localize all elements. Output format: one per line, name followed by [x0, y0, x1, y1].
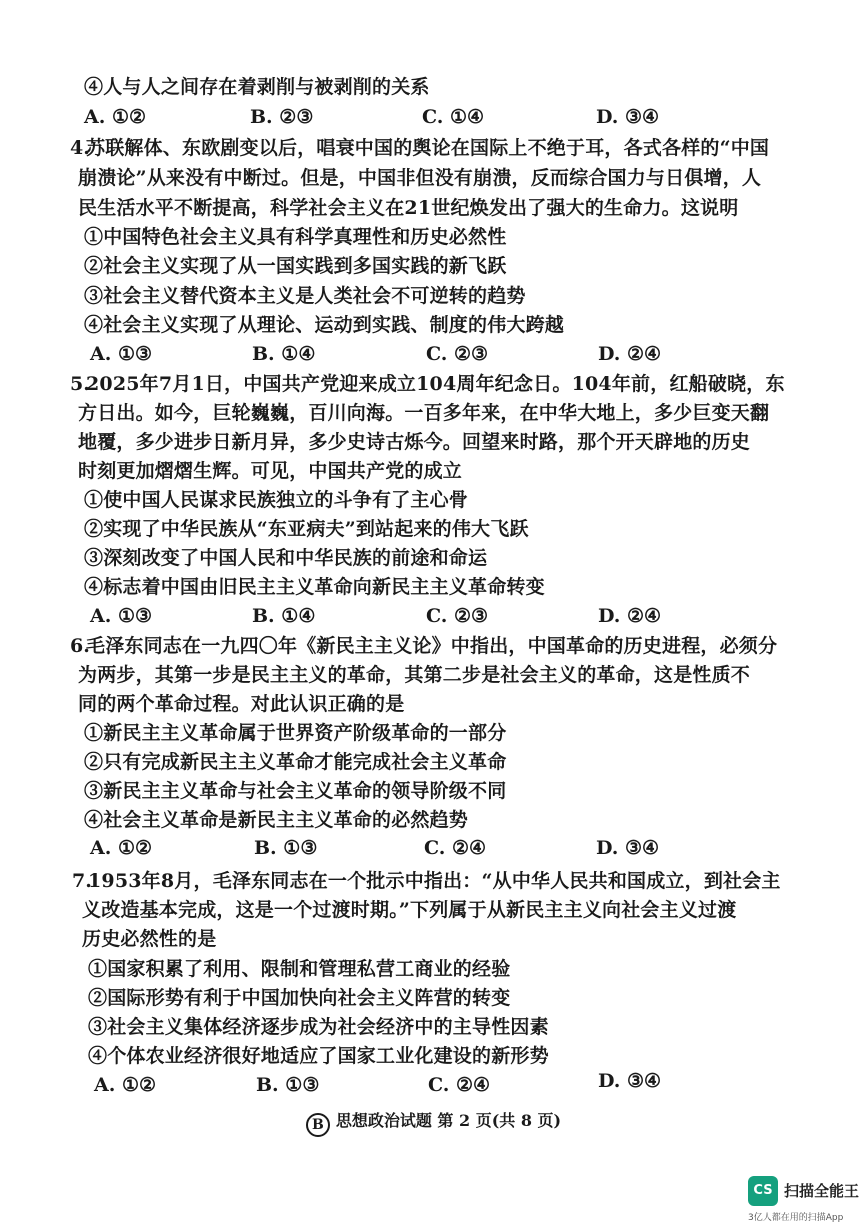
q5-item-1: ①使中国人民谋求民族独立的斗争有了主心骨 — [84, 489, 469, 511]
watermark-tagline: 3亿人都在用的扫描App — [748, 1213, 844, 1223]
q6-item-1: ①新民主主义革命属于世界资产阶级革命的一部分 — [84, 722, 507, 744]
q6-stem-line-2: 为两步，其第一步是民主主义的革命，其第二步是社会主义的革命，这是性质不 — [78, 664, 751, 686]
q6-stem-line-3: 同的两个革命过程。对此认识正确的是 — [78, 693, 405, 715]
q7-stem-line-3: 历史必然性的是 — [82, 928, 217, 950]
q6-item-3: ③新民主主义革命与社会主义革命的领导阶级不同 — [84, 780, 507, 802]
q3-option-a: A. ①② — [84, 106, 147, 128]
q5-item-4: ④标志着中国由旧民主主义革命向新民主主义革命转变 — [84, 576, 545, 598]
q7-number: 7. — [72, 870, 92, 892]
q7-item-4: ④个体农业经济很好地适应了国家工业化建设的新形势 — [88, 1045, 549, 1067]
q4-item-4: ④社会主义实现了从理论、运动到实践、制度的伟大跨越 — [84, 314, 565, 336]
q4-stem-line-3: 民生活水平不断提高，科学社会主义在21世纪焕发出了强大的生命力。这说明 — [78, 197, 739, 219]
q5-item-3: ③深刻改变了中国人民和中华民族的前途和命运 — [84, 547, 488, 569]
q6-option-d: D. ③④ — [596, 837, 660, 859]
watermark-app-name: 扫描全能王 — [784, 1182, 860, 1200]
q7-item-2: ②国际形势有利于中国加快向社会主义阵营的转变 — [88, 987, 511, 1009]
q7-stem-line-1: 1953年8月，毛泽东同志在一个批示中指出：“从中华人民共和国成立，到社会主 — [88, 870, 781, 892]
footer-page-label: 思想政治试题 第 2 页(共 8 页) — [335, 1111, 562, 1130]
scanner-watermark — [748, 1176, 860, 1222]
q7-item-1: ①国家积累了利用、限制和管理私营工商业的经验 — [88, 958, 511, 980]
q7-option-b: B. ①③ — [256, 1074, 320, 1096]
q3-item-4: ④人与人之间存在着剥削与被剥削的关系 — [84, 76, 430, 98]
q7-stem-line-2: 义改造基本完成，这是一个过渡时期。”下列属于从新民主主义向社会主义过渡 — [82, 899, 737, 921]
q5-option-d: D. ②④ — [598, 605, 662, 627]
q4-stem-line-2: 崩溃论”从来没有中断过。但是，中国非但没有崩溃，反而综合国力与日俱增，人 — [78, 167, 762, 189]
q5-option-c: C. ②③ — [426, 605, 489, 627]
q5-stem-line-2: 方日出。如今，巨轮巍巍，百川向海。一百多年来，在中华大地上，多少巨变天翻 — [78, 402, 770, 424]
q4-option-d: D. ②④ — [598, 343, 662, 365]
paper-version-badge: B — [306, 1113, 330, 1137]
q4-item-1: ①中国特色社会主义具有科学真理性和历史必然性 — [84, 226, 507, 248]
camscanner-logo-icon: CS — [748, 1176, 778, 1206]
q5-stem-line-3: 地覆，多少进步日新月异，多少史诗古烁今。回望来时路，那个开天辟地的历史 — [78, 431, 751, 453]
q6-option-a: A. ①② — [90, 837, 153, 859]
q6-item-4: ④社会主义革命是新民主主义革命的必然趋势 — [84, 809, 469, 831]
q5-option-b: B. ①④ — [252, 605, 316, 627]
q4-item-3: ③社会主义替代资本主义是人类社会不可逆转的趋势 — [84, 285, 526, 307]
q4-option-c: C. ②③ — [426, 343, 489, 365]
q3-option-d: D. ③④ — [596, 106, 660, 128]
q4-stem-line-1: 苏联解体、东欧剧变以后，唱衰中国的舆论在国际上不绝于耳，各式各样的“中国 — [86, 137, 770, 159]
q6-stem-line-1: 毛泽东同志在一九四〇年《新民主主义论》中指出，中国革命的历史进程，必须分 — [86, 635, 778, 657]
q5-option-a: A. ①③ — [90, 605, 153, 627]
q7-option-c: C. ②④ — [428, 1074, 491, 1096]
q3-option-c: C. ①④ — [422, 106, 485, 128]
page-footer — [0, 1108, 867, 1137]
q7-option-d: D. ③④ — [598, 1070, 662, 1092]
q4-option-a: A. ①③ — [90, 343, 153, 365]
q7-option-a: A. ①② — [94, 1074, 157, 1096]
q5-number: 5. — [70, 373, 90, 395]
q6-option-c: C. ②④ — [424, 837, 487, 859]
q7-item-3: ③社会主义集体经济逐步成为社会经济中的主导性因素 — [88, 1016, 549, 1038]
q5-stem-line-4: 时刻更加熠熠生辉。可见，中国共产党的成立 — [78, 460, 463, 482]
q5-item-2: ②实现了中华民族从“东亚病夫”到站起来的伟大飞跃 — [84, 518, 529, 540]
q3-option-b: B. ②③ — [250, 106, 314, 128]
q4-item-2: ②社会主义实现了从一国实践到多国实践的新飞跃 — [84, 255, 507, 277]
q6-item-2: ②只有完成新民主主义革命才能完成社会主义革命 — [84, 751, 507, 773]
q4-number: 4. — [70, 137, 90, 159]
q4-option-b: B. ①④ — [252, 343, 316, 365]
q6-number: 6. — [70, 635, 90, 657]
q6-option-b: B. ①③ — [254, 837, 318, 859]
q5-stem-line-1: 2025年7月1日，中国共产党迎来成立104周年纪念日。104年前，红船破晓，东 — [86, 373, 785, 395]
